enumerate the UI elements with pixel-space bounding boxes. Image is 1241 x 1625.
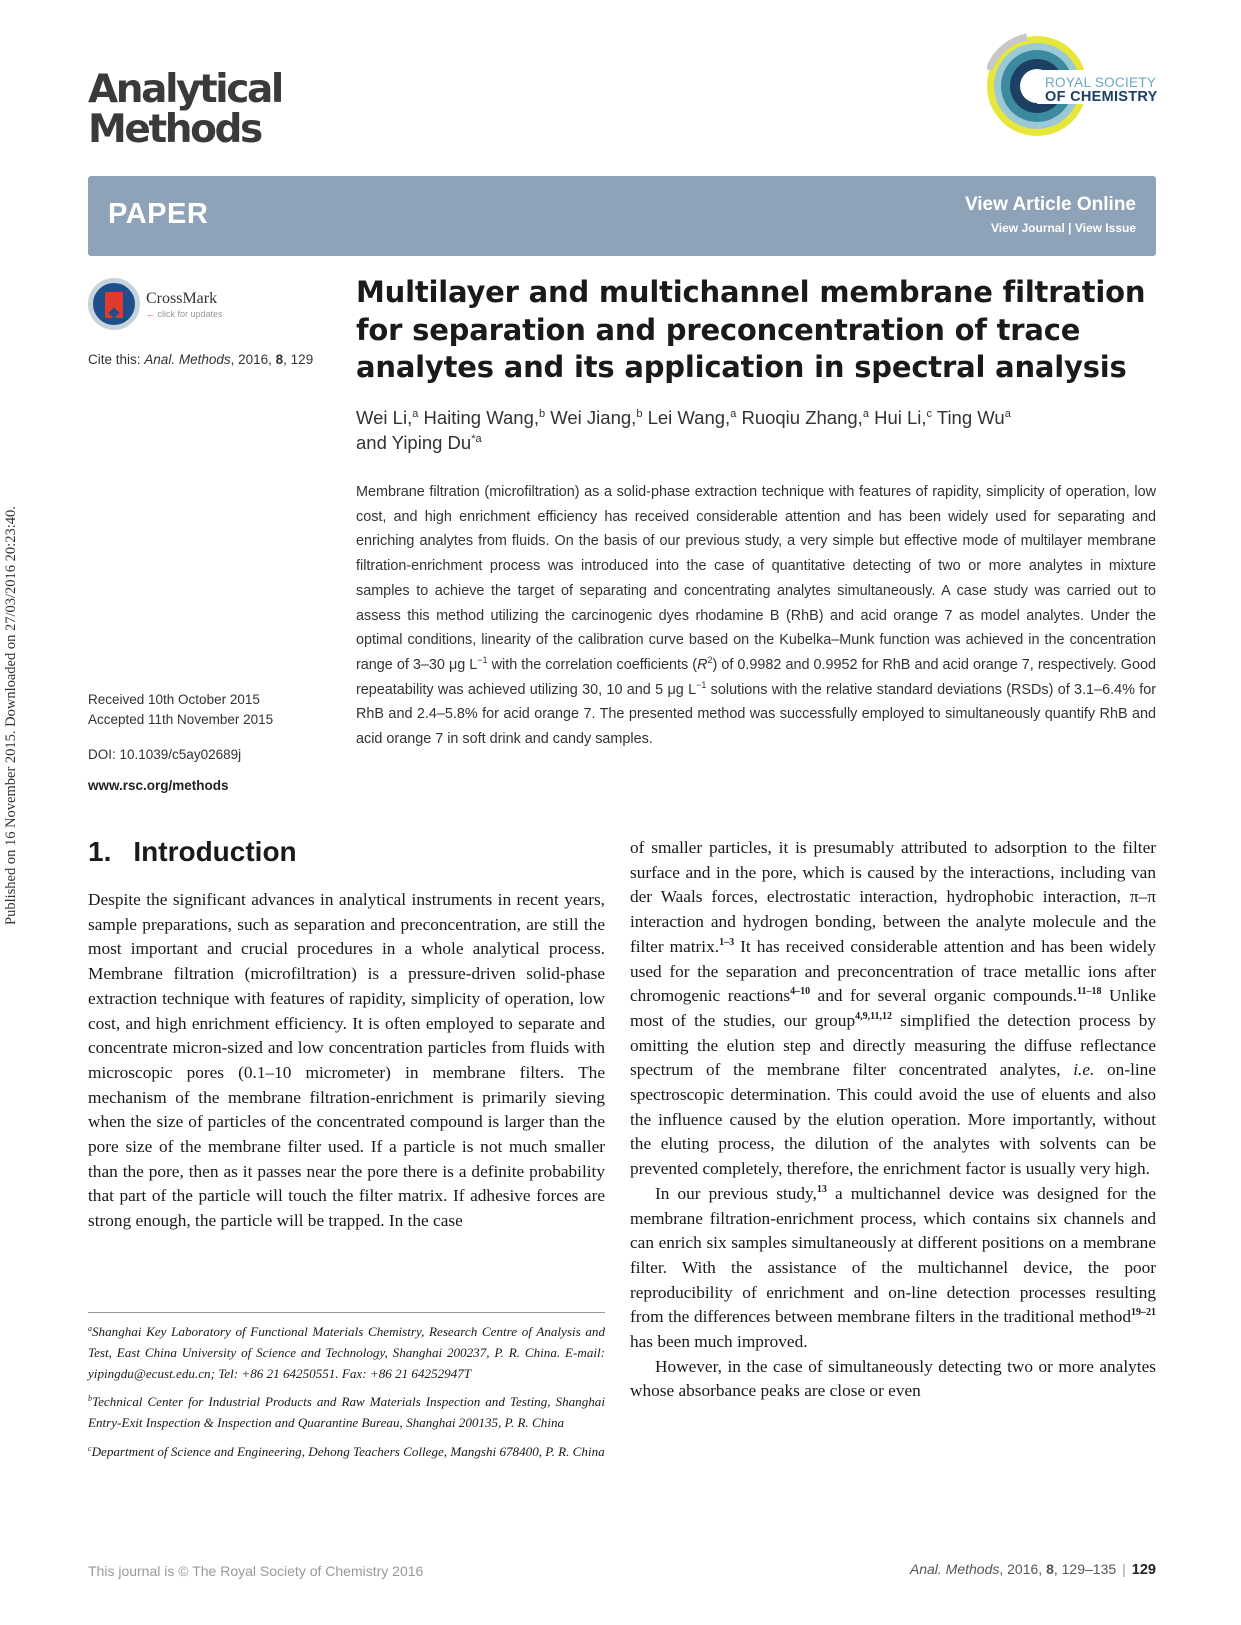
crossmark-sub: ← click for updates xyxy=(146,309,223,319)
footnote-divider xyxy=(88,1312,605,1313)
article-type-label: PAPER xyxy=(108,198,209,230)
banner-links xyxy=(991,221,1136,235)
banner-link-separator: | xyxy=(1068,221,1072,235)
crossmark-icon xyxy=(88,278,140,330)
arrow-left-icon: ← xyxy=(146,309,155,319)
rsc-wordmark-line2: OF CHEMISTRY xyxy=(1045,89,1158,105)
crossmark-badge[interactable] xyxy=(88,278,288,334)
citation-volume: 8 xyxy=(275,352,284,367)
doi[interactable]: DOI: 10.1039/c5ay02689j xyxy=(88,747,242,762)
journal-logo xyxy=(88,67,348,152)
rsc-wordmark-line1: ROYAL SOCIETY xyxy=(1045,75,1157,90)
paragraph: of smaller particles, it is presumably attributed to adsorption to the filter surface and in the pore, which is caused by the interactions, including van der Waals forces, electrostatic interaction, hydrophobic interaction, π–π interaction and hydrogen bonding, between the analyte molecule and the filter matrix.$^{1-3}$ It has received considerable attention and has been widely used for the separation and preconcentration of trace metallic ions after chromogenic reactions$^{4-10}$ and for several organic compounds.$^{11-18}$ Unlike most of the studies, our group$^{4,9,11,12}$ simplified the detection process by omitting the elution step and directly measuring the diffuse reflectance spectrum of the membrane filter concentrated analytes, i.e. on-line spectroscopic determination. This could avoid the use of eluents and also the influence caused by the elution operation. More importantly, without the eluting process, the dilution of the analytes with solvents can be prevented completely, therefore, the enrichment factor is usually very high. xyxy=(630,838,1156,1179)
accepted-date: Accepted 11th November 2015 xyxy=(88,712,274,727)
journal-logo-line2: Methods xyxy=(88,107,261,152)
reference-link[interactable]: 19–21 xyxy=(1131,1307,1156,1319)
paragraph: Despite the significant advances in analytical instruments in recent years, sample preparations, such as separation and preconcentration, are still the most important and crucial procedures in a whole analytical process. Membrane filtration (microfiltration) is a pressure-driven solid-phase extraction technique with features of rapidity, simplicity of operation, low cost, and high enrichment efficiency. It is often employed to separate and concentrate micron-sized and low concentration particles from fluids with microscopic pores (0.1–10 micrometer) in membrane filters. The mechanism of the membrane filtration-enrichment is primarily sieving when the size of particles of the concentrated compound is larger than the pore size of the membrane filter used. If a particle is not much smaller than the pore, then as it passes near the pore there is a definite probability that part of the particle will touch the filter matrix. If adhesive forces are strong enough, the particle will be trapped. In the case xyxy=(88,890,605,1231)
abstract: Membrane filtration (microfiltration) as a solid-phase extraction technique with features of rapidity, simplicity of operation, low cost, and high enrichment efficiency has received considerable attention and has been widely used for separating and enriching analytes from fluids. On the basis of our previous study, a very simple but effective mode of multilayer membrane filtration-enrichment process was introduced into the case of quantitative detecting of two or more analytes in mixture samples to achieve the target of separating and concentrating analytes simultaneously. A case study was carried out to assess this method utilizing the carcinogenic dyes rhodamine B (RhB) and acid orange 7 as model analytes. Under the optimal conditions, linearity of the calibration curve based on the Kubelka–Munk function was achieved in the concentration range of 3–30 μg $L^{-1}$ with the correlation coefficients $(R^2)$ of 0.9982 and 0.9952 for RhB and acid orange 7, respectively. Good repeatability was achieved utilizing 30, 10 and 5 μg $L^{-1}$ solutions with the relative standard deviations (RSDs) of 3.1–6.4% for RhB and 2.4–5.8% for acid orange 7. The presented method was successfully employed to simultaneously quantify RhB and acid orange 7 in soft drink and candy samples. xyxy=(356,484,1156,748)
received-date: Received 10th October 2015 xyxy=(88,692,260,707)
crossmark-label: CrossMark xyxy=(146,290,218,307)
reference-link[interactable]: 1–3 xyxy=(719,936,735,948)
article-title: Multilayer and multichannel membrane filtration for separation and preconcentration of trace analytes and its application in spectral analysis xyxy=(356,275,1146,384)
footnote-a: $^a$Shanghai Key Laboratory of Functional Materials Chemistry, Research Centre of Analysis and Test, East China University of Science and Technology, Shanghai 200237, P. R. China. E-mail: yipingdu@ecust.edu.cn; Tel: +86 21 64250551. Fax: +86 21 64252947T xyxy=(88,1324,605,1381)
paragraph: However, in the case of simultaneously detecting two or more analytes whose absorbance peaks are close or even xyxy=(630,1356,1156,1401)
journal-url[interactable]: www.rsc.org/methods xyxy=(88,778,229,793)
footnote-c: $^c$Department of Science and Engineering, Dehong Teachers College, Mangshi 678400, P. R. China xyxy=(88,1443,605,1459)
reference-link[interactable]: 13 xyxy=(816,1183,827,1195)
page-footer: Anal. Methods, 2016, 8, 129–135 | 129 xyxy=(909,1561,1156,1578)
affiliation-footnotes xyxy=(88,1322,605,1471)
citation-journal: Anal. Methods xyxy=(144,352,231,367)
reference-link[interactable]: 4–10 xyxy=(790,986,811,998)
journal-logo-line1: Analytical xyxy=(88,67,282,112)
page-number: 129 xyxy=(1131,1562,1156,1578)
article-dates xyxy=(88,690,273,730)
copyright-footer: This journal is © The Royal Society of Chemistry 2016 xyxy=(88,1563,424,1579)
view-journal-link[interactable]: View Journal xyxy=(990,221,1065,235)
publication-side-note: Published on 16 November 2015. Downloaded on 27/03/2016 20:23:40. xyxy=(3,506,19,925)
view-issue-link[interactable]: View Issue xyxy=(1074,221,1136,235)
section-heading-introduction: 1. Introduction xyxy=(88,836,297,867)
reference-link[interactable]: 4,9,11,12 xyxy=(855,1010,893,1022)
body-column-right xyxy=(630,836,1156,1404)
body-column-left xyxy=(88,888,605,1234)
article-type-banner xyxy=(88,176,1156,256)
paragraph: In our previous study,$^{13}$ a multichannel device was designed for the membrane filtration-enrichment process, which contains six channels and can enrich six samples simultaneously at different positions on a membrane filter. With the assistance of the multichannel device, the poor reproducibility of enrichment and on-line detection processes resulting from the differences between membrane filters in the traditional method$^{19-21}$ has been much improved. xyxy=(630,1183,1157,1352)
citation-line: Cite this: Anal. Methods, 2016, 8, 129 xyxy=(88,352,314,367)
reference-link[interactable]: 11–18 xyxy=(1077,986,1102,998)
footnote-b: $^b$Technical Center for Industrial Products and Raw Materials Inspection and Testing, Shanghai Entry-Exit Inspection & Inspection and Quarantine Bureau, Shanghai 200135, P. R. China xyxy=(88,1394,605,1431)
rsc-wordmark xyxy=(1045,75,1158,105)
view-article-online-link[interactable]: View Article Online xyxy=(964,194,1136,215)
author-list: Wei Li,$^a$ Haiting Wang,$^b$ Wei Jiang,$^b$ Lei Wang,$^a$ Ruoqiu Zhang,$^a$ Hui Li,$^c$ Ting Wu$^a$ and Yiping Du$^{*a}$ xyxy=(356,407,1011,453)
